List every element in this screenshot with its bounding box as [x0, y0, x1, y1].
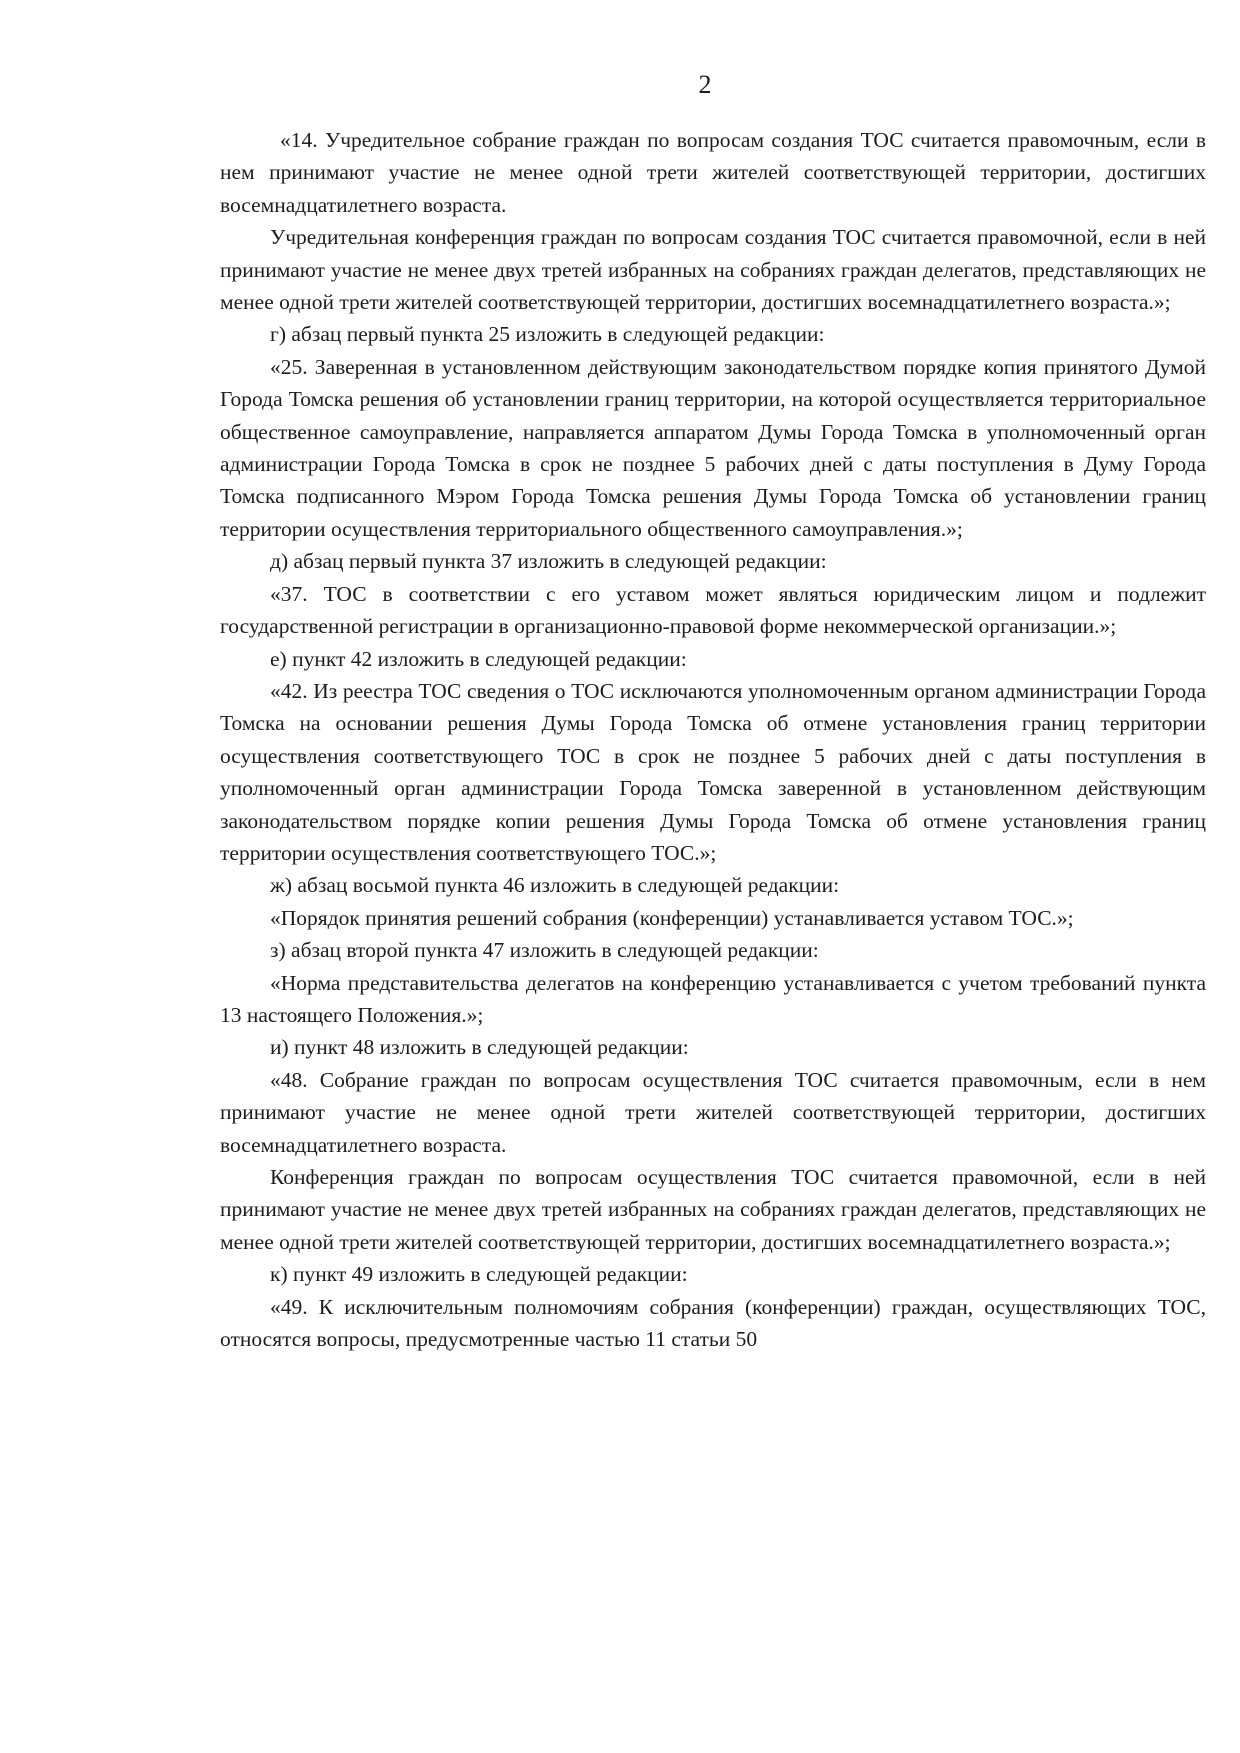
- paragraph-item-14: «14. Учредительное собрание граждан по вопросам создания ТОС считается правомочным, если в нем принимают участие не менее одной трети жителей соответствующей территории, достигших восемнадцатилетнего возраста.: [220, 128, 1206, 217]
- page-number: 2: [698, 70, 712, 99]
- paragraph-conference-quorum: Конференция граждан по вопросам осуществления ТОС считается правомочной, если в ней принимают участие не менее двух третей избранных на собраниях граждан делегатов, представляющих не менее одной трети жителей соответствующей территории, достигших восемнадцатилетнего возраста.»;: [220, 1165, 1206, 1254]
- paragraph-representation-norm: «Норма представительства делегатов на конференцию устанавливается с учетом требований пункта 13 настоящего Положения.»;: [220, 970, 1206, 1027]
- paragraph-item-42: «42. Из реестра ТОС сведения о ТОС исключаются уполномоченным органом администрации Города Томска на основании решения Думы Города Томска об отмене установления границ территории осуществления соответствующего ТОС в срок не позднее 5 рабочих дней с даты поступления в уполномоченный орган администрации Города Томска заверенной в установленном действующим законодательством порядке копии решения Думы Города Томска об отмене установления границ территории осуществления соответствующего ТОС.»;: [220, 678, 1206, 865]
- paragraph-amendment-z: з) абзац второй пункта 47 изложить в следующей редакции:: [270, 938, 819, 963]
- paragraph-item-25: «25. Заверенная в установленном действующим законодательством порядке копия принятого Думой Города Томска решения об установлении границ территории, на которой осуществляется территориальное общественное самоуправление, направляется аппаратом Думы Города Томска в уполномоченный орган администрации Города Томска в срок не позднее 5 рабочих дней с даты поступления в Думу Города Томска подписанного Мэром Города Томска решения Думы Города Томска об установлении границ территории осуществления территориального общественного самоуправления.»;: [220, 354, 1206, 541]
- paragraph-decision-procedure: «Порядок принятия решений собрания (конференции) устанавливается уставом ТОС.»;: [270, 905, 1074, 930]
- paragraph-amendment-g: г) абзац первый пункта 25 изложить в следующей редакции:: [270, 322, 825, 347]
- paragraph-amendment-zh: ж) абзац восьмой пункта 46 изложить в следующей редакции:: [270, 873, 840, 898]
- paragraph-amendment-k: к) пункт 49 изложить в следующей редакции:: [270, 1262, 688, 1287]
- document-body: [220, 124, 1206, 1355]
- paragraph-item-37: «37. ТОС в соответствии с его уставом может являться юридическим лицом и подлежит государственной регистрации в организационно-правовой форме некоммерческой организации.»;: [220, 581, 1206, 639]
- paragraph-amendment-e: е) пункт 42 изложить в следующей редакции:: [270, 646, 687, 671]
- paragraph-founding-conference: Учредительная конференция граждан по вопросам создания ТОС считается правомочной, если в ней принимают участие не менее двух третей избранных на собраниях граждан делегатов, представляющих не менее одной трети жителей соответствующей территории, достигших восемнадцатилетнего возраста.»;: [220, 225, 1206, 315]
- paragraph-item-49: «49. К исключительным полномочиям собрания (конференции) граждан, осуществляющих ТОС, относятся вопросы, предусмотренные частью 11 статьи 50: [220, 1294, 1206, 1352]
- paragraph-amendment-d: д) абзац первый пункта 37 изложить в следующей редакции:: [270, 549, 827, 574]
- paragraph-amendment-i: и) пункт 48 изложить в следующей редакции:: [270, 1035, 689, 1060]
- paragraph-item-48: «48. Собрание граждан по вопросам осуществления ТОС считается правомочным, если в нем принимают участие не менее одной трети жителей соответствующей территории, достигших восемнадцатилетнего возраста.: [220, 1067, 1206, 1157]
